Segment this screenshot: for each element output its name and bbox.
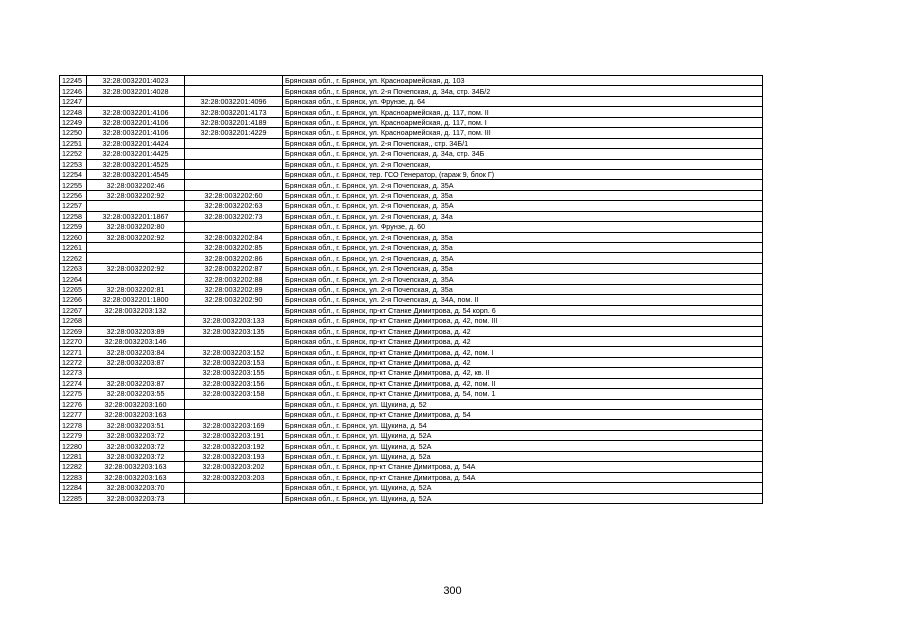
related-cadastral-number-cell: 32:28:0032202:85	[185, 243, 283, 253]
table-row	[60, 180, 763, 190]
address-cell: Брянская обл., г. Брянск, ул. 2-я Почепская,, стр. 34Б/1	[283, 138, 763, 148]
cadastral-number-cell: 32:28:0032202:92	[87, 263, 185, 273]
related-cadastral-number-cell: 32:28:0032203:153	[185, 357, 283, 367]
related-cadastral-number-cell	[185, 76, 283, 86]
row-number-cell: 12250	[60, 128, 87, 138]
address-cell: Брянская обл., г. Брянск, ул. 2-я Почепская, д. 35А	[283, 274, 763, 284]
table-row	[60, 284, 763, 294]
cadastral-number-cell: 32:28:0032201:1800	[87, 295, 185, 305]
cadastral-number-cell: 32:28:0032203:70	[87, 483, 185, 493]
related-cadastral-number-cell: 32:28:0032203:169	[185, 420, 283, 430]
row-number-cell: 12265	[60, 284, 87, 294]
related-cadastral-number-cell	[185, 180, 283, 190]
address-cell: Брянская обл., г. Брянск, пр-кт Станке Димитрова, д. 42	[283, 336, 763, 346]
address-cell: Брянская обл., г. Брянск, тер. ГСО Генератор, (гараж 9, блок Г)	[283, 169, 763, 179]
cadastral-number-cell: 32:28:0032202:81	[87, 284, 185, 294]
related-cadastral-number-cell: 32:28:0032202:73	[185, 211, 283, 221]
table-row	[60, 336, 763, 346]
cadastral-number-cell: 32:28:0032203:163	[87, 462, 185, 472]
table-row	[60, 211, 763, 221]
address-cell: Брянская обл., г. Брянск, ул. Щукина, д. 52А	[283, 483, 763, 493]
row-number-cell: 12264	[60, 274, 87, 284]
related-cadastral-number-cell	[185, 493, 283, 503]
table-row	[60, 201, 763, 211]
row-number-cell: 12273	[60, 368, 87, 378]
cadastral-number-cell	[87, 201, 185, 211]
address-cell: Брянская обл., г. Брянск, пр-кт Станке Димитрова, д. 54А	[283, 472, 763, 482]
row-number-cell: 12271	[60, 347, 87, 357]
row-number-cell: 12260	[60, 232, 87, 242]
related-cadastral-number-cell: 32:28:0032202:86	[185, 253, 283, 263]
row-number-cell: 12246	[60, 86, 87, 96]
address-cell: Брянская обл., г. Брянск, пр-кт Станке Димитрова, д. 54, пом. 1	[283, 389, 763, 399]
related-cadastral-number-cell	[185, 86, 283, 96]
table-row	[60, 76, 763, 86]
cadastral-number-cell: 32:28:0032203:160	[87, 399, 185, 409]
related-cadastral-number-cell	[185, 222, 283, 232]
row-number-cell: 12285	[60, 493, 87, 503]
related-cadastral-number-cell	[185, 483, 283, 493]
row-number-cell: 12256	[60, 190, 87, 200]
row-number-cell: 12254	[60, 169, 87, 179]
related-cadastral-number-cell: 32:28:0032203:192	[185, 441, 283, 451]
row-number-cell: 12275	[60, 389, 87, 399]
cadastral-number-cell	[87, 253, 185, 263]
cadastral-number-cell: 32:28:0032202:46	[87, 180, 185, 190]
related-cadastral-number-cell: 32:28:0032203:155	[185, 368, 283, 378]
related-cadastral-number-cell: 32:28:0032203:193	[185, 451, 283, 461]
address-cell: Брянская обл., г. Брянск, пр-кт Станке Димитрова, д. 54А	[283, 462, 763, 472]
row-number-cell: 12278	[60, 420, 87, 430]
related-cadastral-number-cell: 32:28:0032201:4189	[185, 117, 283, 127]
row-number-cell: 12262	[60, 253, 87, 263]
row-number-cell: 12257	[60, 201, 87, 211]
related-cadastral-number-cell	[185, 138, 283, 148]
row-number-cell: 12281	[60, 451, 87, 461]
address-cell: Брянская обл., г. Брянск, ул. Фрунзе, д. 64	[283, 96, 763, 106]
table-row	[60, 107, 763, 117]
related-cadastral-number-cell	[185, 169, 283, 179]
row-number-cell: 12261	[60, 243, 87, 253]
related-cadastral-number-cell: 32:28:0032203:158	[185, 389, 283, 399]
table-row	[60, 232, 763, 242]
row-number-cell: 12284	[60, 483, 87, 493]
cadastral-number-cell: 32:28:0032201:4106	[87, 107, 185, 117]
address-cell: Брянская обл., г. Брянск, ул. Красноармейская, д. 103	[283, 76, 763, 86]
cadastral-number-cell	[87, 368, 185, 378]
cadastral-number-cell: 32:28:0032203:72	[87, 451, 185, 461]
address-cell: Брянская обл., г. Брянск, ул. Щукина, д. 52А	[283, 441, 763, 451]
row-number-cell: 12266	[60, 295, 87, 305]
address-cell: Брянская обл., г. Брянск, ул. 2-я Почепская, д. 34а, стр. 34Б/2	[283, 86, 763, 96]
address-cell: Брянская обл., г. Брянск, ул. Щукина, д. 52	[283, 399, 763, 409]
cadastral-number-cell: 32:28:0032201:4525	[87, 159, 185, 169]
row-number-cell: 12253	[60, 159, 87, 169]
cadastral-number-cell: 32:28:0032201:4425	[87, 149, 185, 159]
table-row	[60, 117, 763, 127]
cadastral-number-cell: 32:28:0032203:163	[87, 472, 185, 482]
related-cadastral-number-cell: 32:28:0032203:152	[185, 347, 283, 357]
related-cadastral-number-cell: 32:28:0032201:4096	[185, 96, 283, 106]
cadastral-number-cell: 32:28:0032203:87	[87, 378, 185, 388]
table-row	[60, 378, 763, 388]
related-cadastral-number-cell: 32:28:0032202:88	[185, 274, 283, 284]
related-cadastral-number-cell: 32:28:0032203:203	[185, 472, 283, 482]
related-cadastral-number-cell: 32:28:0032202:90	[185, 295, 283, 305]
table-row	[60, 243, 763, 253]
address-cell: Брянская обл., г. Брянск, ул. 2-я Почепская, д. 35А	[283, 180, 763, 190]
related-cadastral-number-cell	[185, 410, 283, 420]
related-cadastral-number-cell	[185, 149, 283, 159]
table-row	[60, 274, 763, 284]
row-number-cell: 12259	[60, 222, 87, 232]
address-cell: Брянская обл., г. Брянск, ул. Красноармейская, д. 117, пом. II	[283, 107, 763, 117]
registry-table	[59, 75, 763, 504]
row-number-cell: 12268	[60, 316, 87, 326]
row-number-cell: 12270	[60, 336, 87, 346]
address-cell: Брянская обл., г. Брянск, ул. Красноармейская, д. 117, пом. I	[283, 117, 763, 127]
page-number: 300	[443, 585, 462, 597]
cadastral-number-cell: 32:28:0032201:4545	[87, 169, 185, 179]
address-cell: Брянская обл., г. Брянск, пр-кт Станке Димитрова, д. 42, пом. I	[283, 347, 763, 357]
related-cadastral-number-cell: 32:28:0032202:63	[185, 201, 283, 211]
table-row	[60, 483, 763, 493]
cadastral-number-cell: 32:28:0032203:132	[87, 305, 185, 315]
address-cell: Брянская обл., г. Брянск, ул. Красноармейская, д. 117, пом. III	[283, 128, 763, 138]
address-cell: Брянская обл., г. Брянск, ул. 2-я Почепская, д. 35а	[283, 284, 763, 294]
row-number-cell: 12282	[60, 462, 87, 472]
cadastral-number-cell: 32:28:0032202:80	[87, 222, 185, 232]
related-cadastral-number-cell: 32:28:0032203:191	[185, 430, 283, 440]
related-cadastral-number-cell: 32:28:0032202:84	[185, 232, 283, 242]
table-row	[60, 347, 763, 357]
related-cadastral-number-cell: 32:28:0032202:89	[185, 284, 283, 294]
table-row	[60, 420, 763, 430]
cadastral-number-cell: 32:28:0032201:4424	[87, 138, 185, 148]
address-cell: Брянская обл., г. Брянск, ул. 2-я Почепская, д. 34А, пом. II	[283, 295, 763, 305]
table-row	[60, 430, 763, 440]
table-row	[60, 326, 763, 336]
address-cell: Брянская обл., г. Брянск, пр-кт Станке Димитрова, д. 54 корп. 6	[283, 305, 763, 315]
cadastral-number-cell: 32:28:0032203:163	[87, 410, 185, 420]
address-cell: Брянская обл., г. Брянск, ул. Щукина, д. 52А	[283, 430, 763, 440]
address-cell: Брянская обл., г. Брянск, ул. 2-я Почепская, д. 35а	[283, 243, 763, 253]
row-number-cell: 12274	[60, 378, 87, 388]
address-cell: Брянская обл., г. Брянск, пр-кт Станке Димитрова, д. 42, пом. III	[283, 316, 763, 326]
table-row	[60, 441, 763, 451]
table-row	[60, 149, 763, 159]
address-cell: Брянская обл., г. Брянск, ул. 2-я Почепская, д. 34а, стр. 34Б	[283, 149, 763, 159]
address-cell: Брянская обл., г. Брянск, пр-кт Станке Димитрова, д. 42, кв. II	[283, 368, 763, 378]
related-cadastral-number-cell	[185, 159, 283, 169]
cadastral-number-cell: 32:28:0032203:87	[87, 357, 185, 367]
cadastral-number-cell: 32:28:0032201:4106	[87, 128, 185, 138]
row-number-cell: 12276	[60, 399, 87, 409]
row-number-cell: 12277	[60, 410, 87, 420]
address-cell: Брянская обл., г. Брянск, ул. 2-я Почепская, д. 35а	[283, 263, 763, 273]
cadastral-number-cell	[87, 96, 185, 106]
cadastral-number-cell	[87, 274, 185, 284]
related-cadastral-number-cell: 32:28:0032203:156	[185, 378, 283, 388]
table-row	[60, 222, 763, 232]
related-cadastral-number-cell: 32:28:0032201:4173	[185, 107, 283, 117]
address-cell: Брянская обл., г. Брянск, ул. 2-я Почепская, д. 35А	[283, 253, 763, 263]
table-row	[60, 86, 763, 96]
related-cadastral-number-cell	[185, 399, 283, 409]
table-row	[60, 305, 763, 315]
address-cell: Брянская обл., г. Брянск, пр-кт Станке Димитрова, д. 42, пом. II	[283, 378, 763, 388]
cadastral-number-cell: 32:28:0032203:73	[87, 493, 185, 503]
table-row	[60, 295, 763, 305]
table-row	[60, 410, 763, 420]
related-cadastral-number-cell: 32:28:0032201:4229	[185, 128, 283, 138]
table-row	[60, 96, 763, 106]
related-cadastral-number-cell: 32:28:0032202:87	[185, 263, 283, 273]
cadastral-number-cell: 32:28:0032203:72	[87, 441, 185, 451]
address-cell: Брянская обл., г. Брянск, ул. 2-я Почепская,	[283, 159, 763, 169]
table-row	[60, 128, 763, 138]
row-number-cell: 12249	[60, 117, 87, 127]
cadastral-number-cell: 32:28:0032202:92	[87, 232, 185, 242]
row-number-cell: 12251	[60, 138, 87, 148]
address-cell: Брянская обл., г. Брянск, ул. Фрунзе, д. 60	[283, 222, 763, 232]
table-row	[60, 462, 763, 472]
address-cell: Брянская обл., г. Брянск, ул. Щукина, д. 52а	[283, 451, 763, 461]
address-cell: Брянская обл., г. Брянск, ул. Щукина, д. 54	[283, 420, 763, 430]
cadastral-number-cell: 32:28:0032203:55	[87, 389, 185, 399]
table-row	[60, 357, 763, 367]
address-cell: Брянская обл., г. Брянск, пр-кт Станке Димитрова, д. 54	[283, 410, 763, 420]
table-row	[60, 389, 763, 399]
row-number-cell: 12248	[60, 107, 87, 117]
cadastral-number-cell: 32:28:0032201:4023	[87, 76, 185, 86]
related-cadastral-number-cell	[185, 305, 283, 315]
row-number-cell: 12247	[60, 96, 87, 106]
row-number-cell: 12255	[60, 180, 87, 190]
row-number-cell: 12258	[60, 211, 87, 221]
address-cell: Брянская обл., г. Брянск, ул. 2-я Почепская, д. 35а	[283, 190, 763, 200]
row-number-cell: 12267	[60, 305, 87, 315]
cadastral-number-cell: 32:28:0032202:92	[87, 190, 185, 200]
related-cadastral-number-cell	[185, 336, 283, 346]
address-cell: Брянская обл., г. Брянск, ул. 2-я Почепская, д. 34а	[283, 211, 763, 221]
cadastral-number-cell: 32:28:0032201:1867	[87, 211, 185, 221]
table-row	[60, 138, 763, 148]
cadastral-number-cell: 32:28:0032203:146	[87, 336, 185, 346]
table-row	[60, 190, 763, 200]
row-number-cell: 12269	[60, 326, 87, 336]
cadastral-number-cell	[87, 316, 185, 326]
address-cell: Брянская обл., г. Брянск, пр-кт Станке Димитрова, д. 42	[283, 357, 763, 367]
cadastral-number-cell: 32:28:0032203:72	[87, 430, 185, 440]
cadastral-number-cell: 32:28:0032201:4028	[87, 86, 185, 96]
cadastral-number-cell	[87, 243, 185, 253]
row-number-cell: 12280	[60, 441, 87, 451]
row-number-cell: 12279	[60, 430, 87, 440]
row-number-cell: 12283	[60, 472, 87, 482]
cadastral-number-cell: 32:28:0032203:51	[87, 420, 185, 430]
table-row	[60, 316, 763, 326]
related-cadastral-number-cell: 32:28:0032203:202	[185, 462, 283, 472]
related-cadastral-number-cell: 32:28:0032203:133	[185, 316, 283, 326]
address-cell: Брянская обл., г. Брянск, ул. 2-я Почепская, д. 35а	[283, 232, 763, 242]
table-row	[60, 472, 763, 482]
row-number-cell: 12263	[60, 263, 87, 273]
cadastral-number-cell: 32:28:0032203:89	[87, 326, 185, 336]
table-row	[60, 253, 763, 263]
table-row	[60, 399, 763, 409]
table-row	[60, 263, 763, 273]
registry-table-body	[60, 76, 763, 504]
related-cadastral-number-cell: 32:28:0032202:60	[185, 190, 283, 200]
table-row	[60, 169, 763, 179]
row-number-cell: 12252	[60, 149, 87, 159]
address-cell: Брянская обл., г. Брянск, пр-кт Станке Димитрова, д. 42	[283, 326, 763, 336]
cadastral-number-cell: 32:28:0032201:4106	[87, 117, 185, 127]
cadastral-number-cell: 32:28:0032203:84	[87, 347, 185, 357]
table-row	[60, 159, 763, 169]
row-number-cell: 12245	[60, 76, 87, 86]
table-row	[60, 451, 763, 461]
related-cadastral-number-cell: 32:28:0032203:135	[185, 326, 283, 336]
row-number-cell: 12272	[60, 357, 87, 367]
table-row	[60, 368, 763, 378]
table-row	[60, 493, 763, 503]
address-cell: Брянская обл., г. Брянск, ул. Щукина, д. 52А	[283, 493, 763, 503]
address-cell: Брянская обл., г. Брянск, ул. 2-я Почепская, д. 35А	[283, 201, 763, 211]
